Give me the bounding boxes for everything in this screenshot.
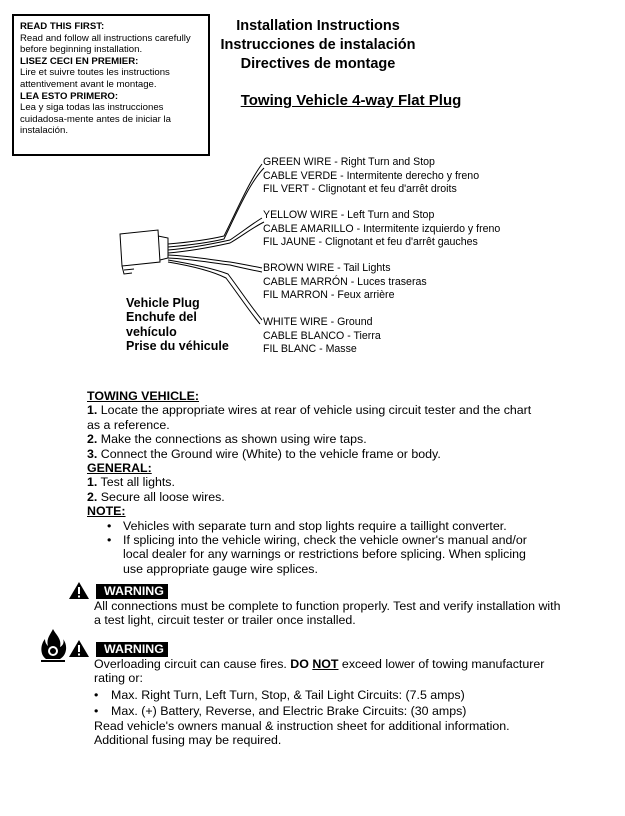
warning-2-text-a: Overloading circuit can cause fires.	[94, 657, 291, 671]
wire-white-es: CABLE BLANCO - Tierra	[263, 329, 381, 342]
read-first-box	[12, 14, 210, 156]
plug-label-es-2: vehículo	[126, 324, 177, 339]
warning-2-bullet-1: • Max. Right Turn, Left Turn, Stop, & Tail Light Circuits: (7.5 amps)	[94, 687, 465, 702]
towing-step-2	[87, 432, 547, 446]
step-text: Locate the appropriate wires at rear of vehicle using circuit tester and the chart as a reference.	[87, 403, 532, 432]
fire-hazard-icon	[38, 627, 68, 663]
note-bullet-2: • If splicing into the vehicle wiring, check the vehicle owner's manual and/or local dealer for any warnings or restrictions before splicing. When splicing use appropriate gauge wire splices.	[87, 533, 547, 576]
read-first-en-heading: READ THIS FIRST:	[20, 21, 105, 32]
note-heading: NOTE:	[87, 504, 126, 519]
plug-body	[120, 230, 160, 266]
bullet-text: Max. Right Turn, Left Turn, Stop, & Tail Light Circuits: (7.5 amps)	[111, 687, 465, 702]
read-first-es-heading: LEA ESTO PRIMERO:	[20, 90, 119, 102]
wire-brown-fr: FIL MARRON - Feux arrière	[263, 289, 395, 302]
wire-yellow-en: YELLOW WIRE - Left Turn and Stop	[263, 209, 435, 221]
step-number: 2.	[87, 432, 98, 447]
wire-white-fr: FIL BLANC - Masse	[263, 343, 357, 356]
warning-2-text-e: exceed lower of towing manufacturer rating or:	[94, 657, 545, 686]
warning-2-intro	[94, 657, 564, 686]
warning-2-bullet-2: • Max. (+) Battery, Reverse, and Electric Brake Circuits: (30 amps)	[94, 704, 467, 719]
wire-white-en: WHITE WIRE - Ground	[263, 316, 373, 328]
instructions	[87, 389, 547, 576]
wire-brown-en: BROWN WIRE - Tail Lights	[263, 262, 391, 274]
read-first-fr-heading: LISEZ CECI EN PREMIER:	[20, 55, 139, 67]
warning-label-1: WARNING	[96, 584, 168, 599]
wire-yellow-fr: FIL JAUNE - Clignotant et feu d'arrêt gauches	[263, 236, 478, 249]
subtitle: Towing Vehicle 4-way Flat Plug	[240, 92, 462, 109]
warning-2-do: DO	[290, 657, 309, 671]
general-step-2	[87, 490, 547, 504]
warning-text-1: All connections must be complete to function properly. Test and verify installation with a test light, circuit tester or trailer once installed.	[94, 599, 561, 628]
title-es: Instrucciones de instalación	[220, 37, 416, 53]
wire-yellow-label	[263, 209, 500, 250]
towing-step-1	[87, 403, 547, 432]
title-en: Installation Instructions	[236, 18, 400, 34]
bullet-text: Max. (+) Battery, Reverse, and Electric Brake Circuits: (30 amps)	[111, 704, 467, 719]
warning-text-2	[94, 657, 564, 747]
warning-triangle-icon	[68, 581, 90, 600]
step-number: 2.	[87, 489, 98, 504]
title-fr: Directives de montage	[240, 56, 396, 72]
towing-step-3	[87, 447, 547, 461]
wire-white-label	[263, 316, 381, 357]
plug-pin	[124, 269, 134, 270]
wire-green-fr: FIL VERT - Clignotant et feu d'arrêt droits	[263, 183, 457, 196]
warning-label-2: WARNING	[96, 642, 168, 657]
plug-label-es-1: Enchufe del	[126, 310, 197, 325]
plug-label-fr: Prise du véhicule	[126, 338, 229, 353]
wire-brown-label	[263, 262, 427, 303]
warning-2-footer: Read vehicle's owners manual & instruction sheet for additional information. Additional fusing may be required.	[94, 718, 510, 748]
wire-yellow-es: CABLE AMARILLO - Intermitente izquierdo y freno	[263, 222, 501, 235]
title-block	[216, 17, 420, 74]
note-bullet-1: • Vehicles with separate turn and stop lights require a taillight converter.	[87, 519, 547, 533]
step-number: 1.	[87, 475, 98, 490]
vehicle-plug-label	[126, 296, 229, 353]
read-first-fr-text: Lire et suivre toutes les instructions attentivement avant le montage.	[20, 67, 170, 90]
towing-heading: TOWING VEHICLE:	[87, 389, 199, 403]
step-number: 3.	[87, 446, 98, 461]
step-text: Secure all loose wires.	[97, 489, 225, 504]
read-first-en-text: Read and follow all instructions carefully before beginning installation.	[20, 32, 191, 56]
wire-green-label	[263, 156, 479, 197]
read-first-es-text: Lea y siga todas las instrucciones cuidadosa-mente antes de iniciar la instalación.	[20, 102, 171, 137]
warning-triangle-icon	[68, 639, 90, 658]
plug-label-en: Vehicle Plug	[126, 296, 200, 310]
wire-green-es: CABLE VERDE - Intermitente derecho y freno	[263, 169, 480, 182]
wire-green-en: GREEN WIRE - Right Turn and Stop	[263, 156, 435, 168]
warning-2-not: NOT	[312, 657, 339, 671]
general-heading: GENERAL:	[87, 461, 152, 476]
step-text: Make the connections as shown using wire taps.	[97, 432, 367, 447]
general-step-1	[87, 475, 547, 489]
step-number: 1.	[87, 403, 98, 418]
step-text: Connect the Ground wire (White) to the vehicle frame or body.	[97, 446, 441, 461]
step-text: Test all lights.	[97, 475, 175, 490]
wire-brown-es: CABLE MARRÓN - Luces traseras	[263, 275, 427, 288]
